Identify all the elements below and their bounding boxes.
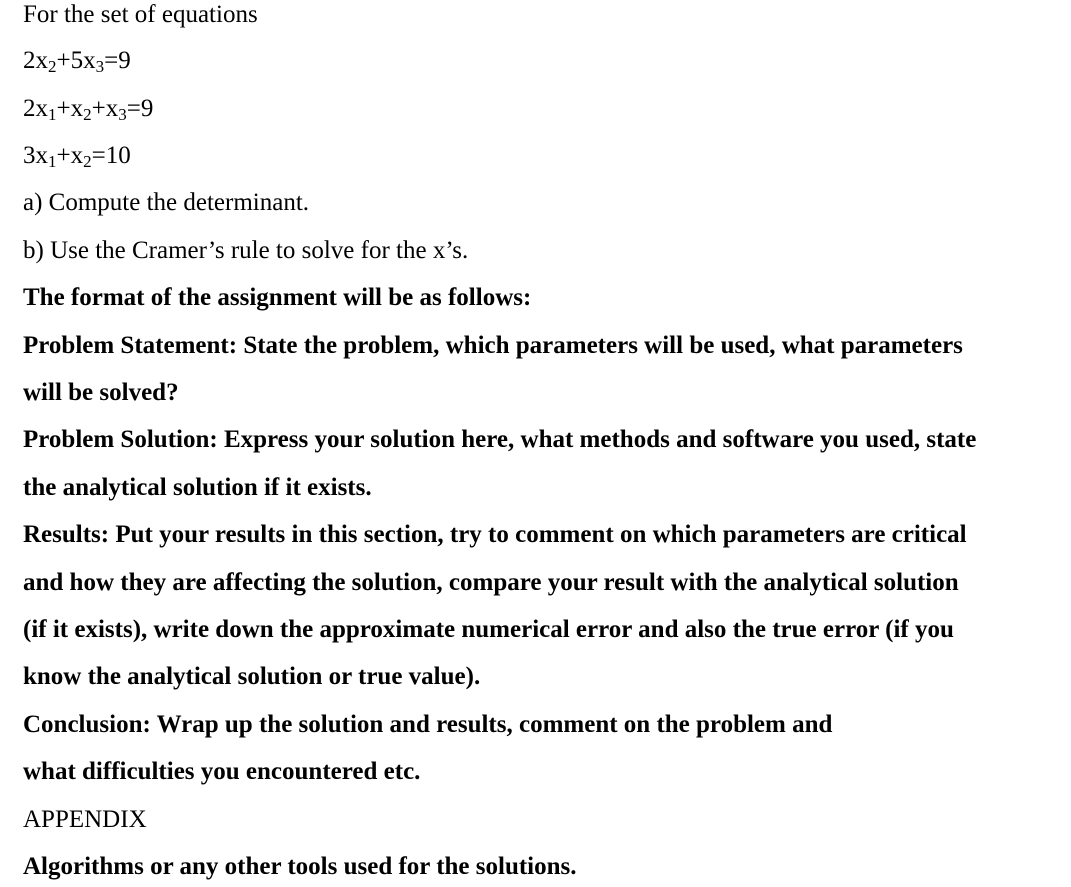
results-line-3: (if it exists), write down the approximate numerical error and also the true error (if you xyxy=(23,616,954,643)
task-a: a) Compute the determinant. xyxy=(23,189,310,216)
results-line-4: know the analytical solution or true value). xyxy=(23,663,481,690)
results-line-2: and how they are affecting the solution, compare your result with the analytical solution xyxy=(23,569,959,596)
intro-text: For the set of equations xyxy=(23,1,258,28)
problem-statement-line-1: Problem Statement: State the problem, which parameters will be used, what parameters xyxy=(23,332,963,359)
problem-solution-line-1: Problem Solution: Express your solution here, what methods and software you used, state xyxy=(23,426,977,453)
task-b: b) Use the Cramer’s rule to solve for the x’s. xyxy=(23,237,469,264)
problem-statement-line-2: will be solved? xyxy=(23,379,179,406)
equation-1: $2x_2+5x_3=9$ xyxy=(23,47,131,76)
equation-3: $3x_1+x_2=10$ xyxy=(23,142,131,171)
conclusion-line-2: what difficulties you encountered etc. xyxy=(23,758,421,785)
conclusion-line-1: Conclusion: Wrap up the solution and results, comment on the problem and xyxy=(23,711,833,738)
problem-solution-line-2: the analytical solution if it exists. xyxy=(23,474,372,501)
results-line-1: Results: Put your results in this section, try to comment on which parameters are critical xyxy=(23,521,967,548)
equation-2: $2x_1+x_2+x_3=9$ xyxy=(23,95,154,124)
format-heading: The format of the assignment will be as follows: xyxy=(23,284,532,311)
appendix-text: Algorithms or any other tools used for the solutions. xyxy=(23,853,577,880)
appendix-heading: APPENDIX xyxy=(23,806,147,833)
